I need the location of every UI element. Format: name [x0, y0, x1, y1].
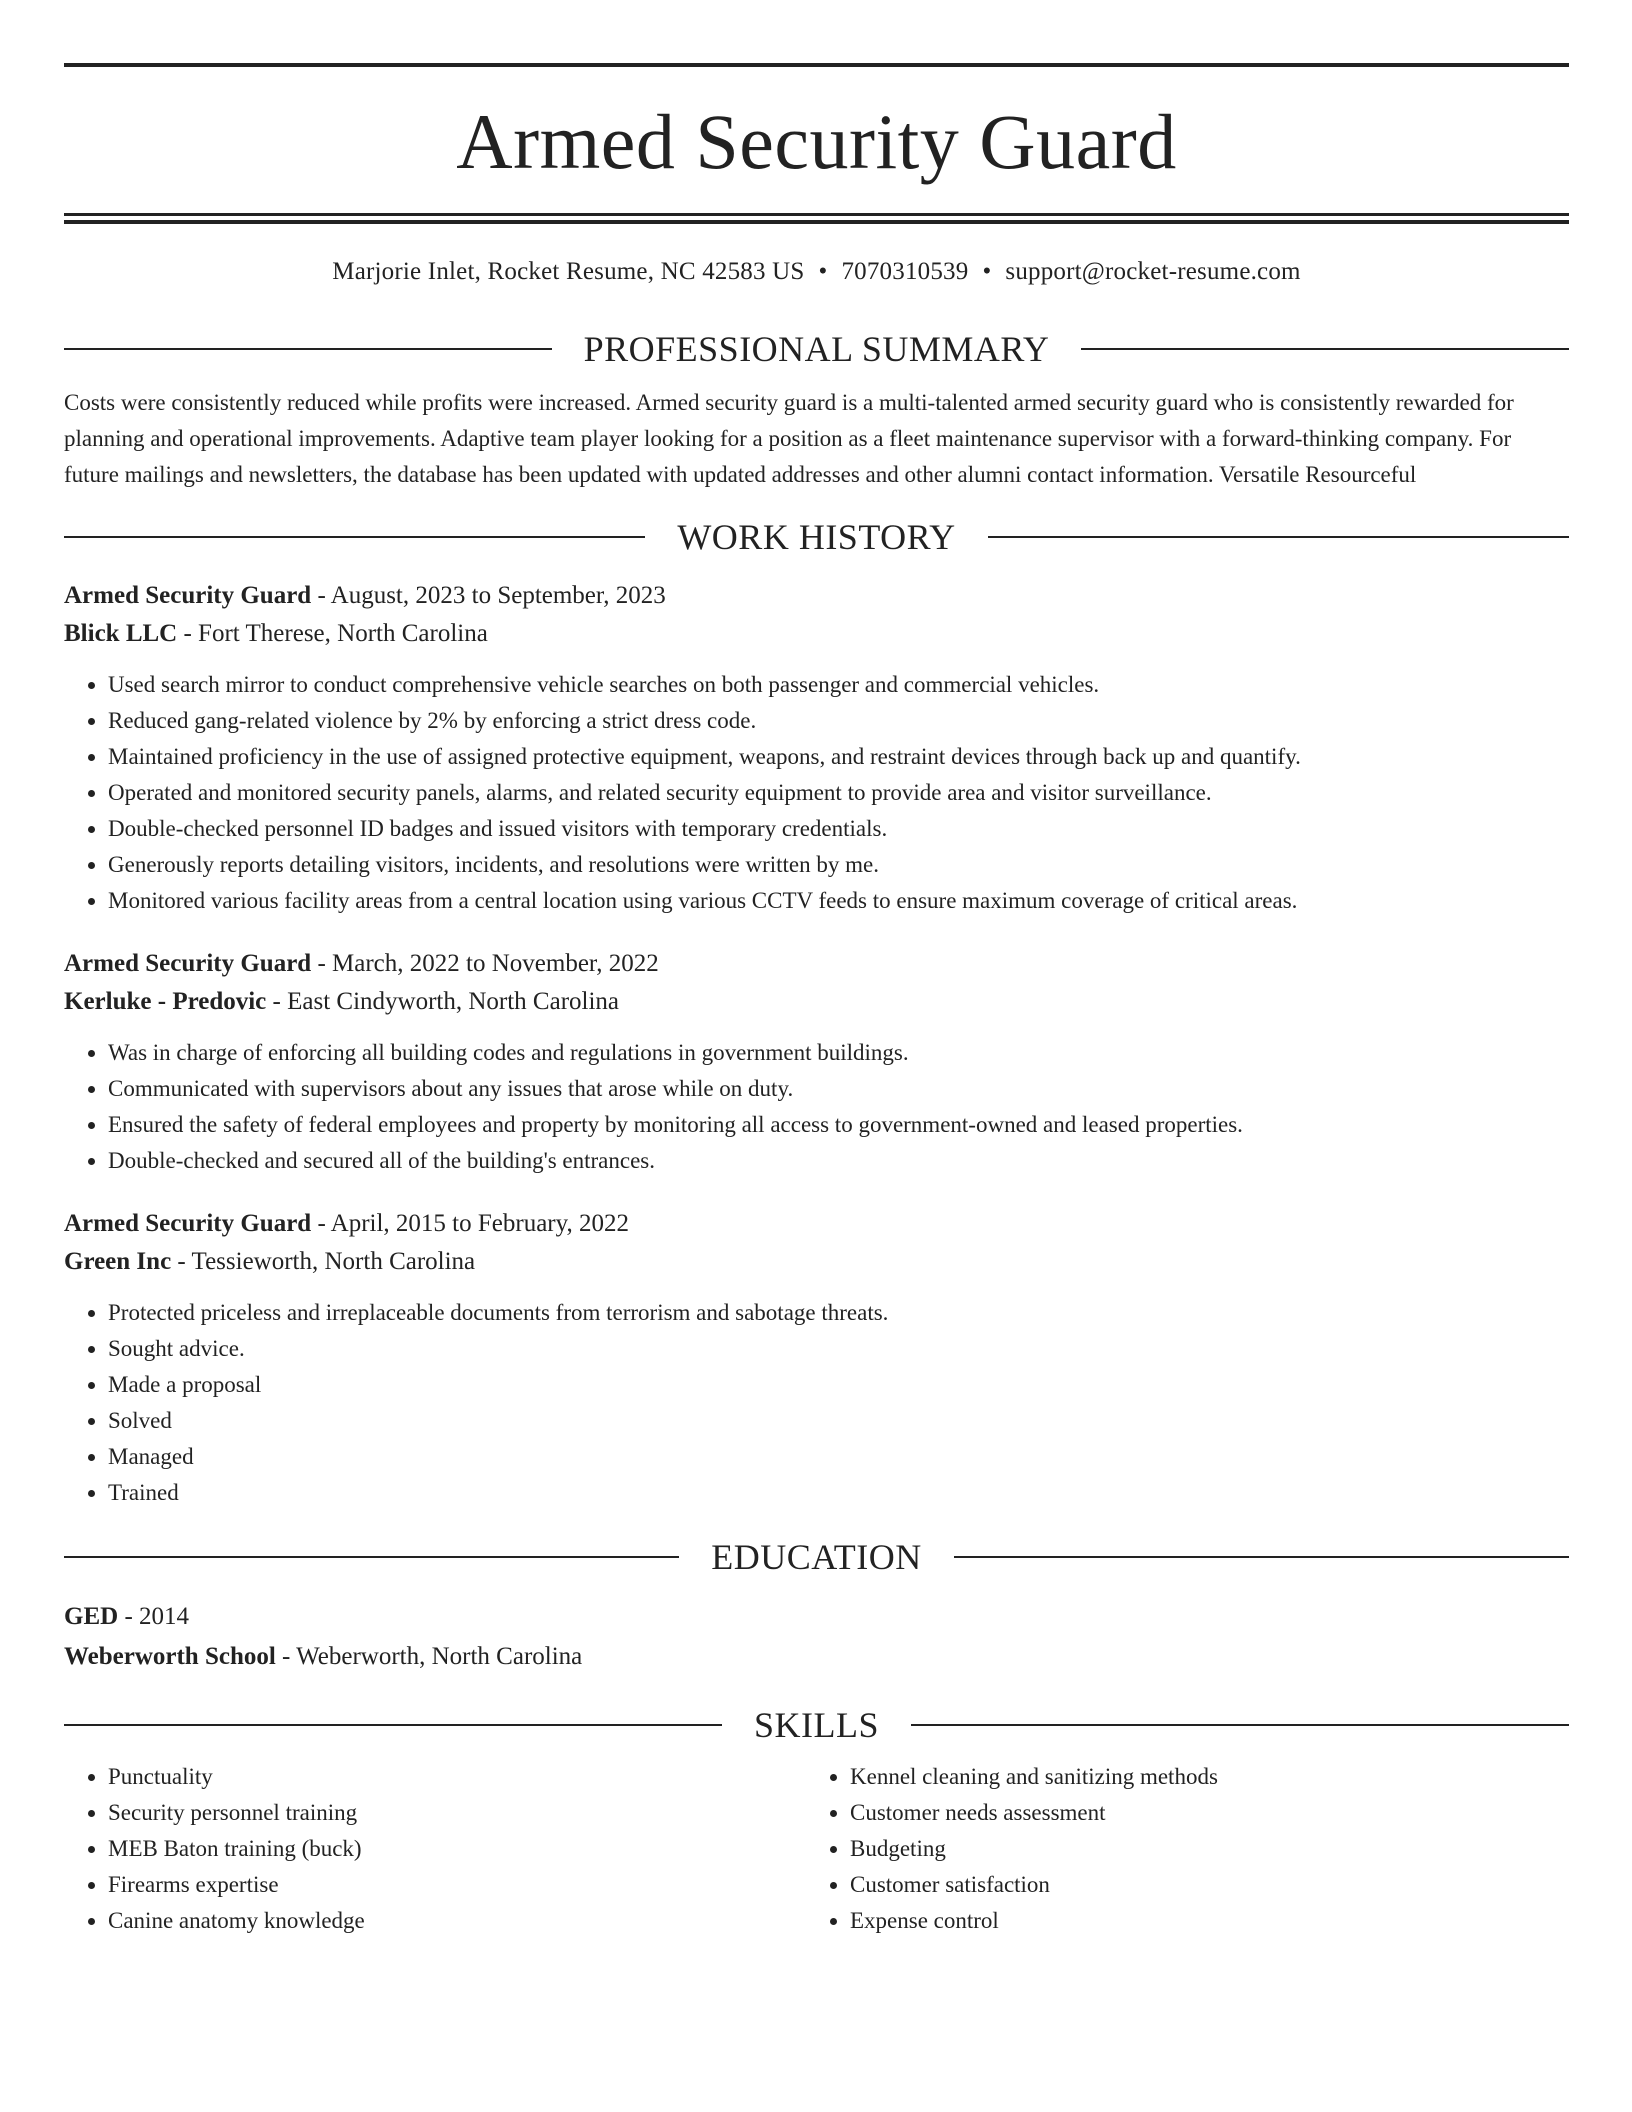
- skill-item: • Canine anatomy knowledge: [108, 1903, 806, 1939]
- skill-item: • Budgeting: [850, 1831, 1548, 1867]
- job-bullet: • Trained: [108, 1475, 1569, 1511]
- education-school: Weberworth School: [64, 1643, 276, 1670]
- job-dates: - April, 2015 to February, 2022: [311, 1210, 629, 1237]
- skill-item: • Security personnel training: [108, 1795, 806, 1831]
- job-title: Armed Security Guard: [64, 582, 312, 609]
- education-school-line: [64, 1637, 1569, 1677]
- contact-phone: 7070310539: [841, 258, 969, 285]
- skill-item: • Expense control: [850, 1903, 1548, 1939]
- job-location: - Tessieworth, North Carolina: [171, 1248, 476, 1275]
- contact-separator: •: [818, 258, 828, 285]
- job-location: - Fort Therese, North Carolina: [177, 620, 488, 647]
- job-bullets: [64, 1035, 1569, 1179]
- job-bullet: • Was in charge of enforcing all building codes and regulations in government buildings.: [108, 1035, 1569, 1071]
- section-divider-left: [64, 536, 645, 538]
- job-bullet: • Sought advice.: [108, 1331, 1569, 1367]
- job-entry: [64, 945, 1569, 1179]
- section-title-summary: PROFESSIONAL SUMMARY: [583, 329, 1050, 369]
- contact-line: [64, 257, 1569, 287]
- skill-item: • Customer needs assessment: [850, 1795, 1548, 1831]
- top-divider: [64, 63, 1569, 67]
- section-header-skills: [64, 1703, 1569, 1747]
- resume-page: [64, 0, 1569, 1939]
- job-company-line: [64, 1243, 1569, 1281]
- job-bullets: [64, 1295, 1569, 1511]
- section-title-education: EDUCATION: [711, 1537, 922, 1577]
- job-bullet: • Ensured the safety of federal employees and property by monitoring all access to government-owned and leased properties.: [108, 1107, 1569, 1143]
- job-title: Armed Security Guard: [64, 950, 312, 977]
- contact-email: support@rocket-resume.com: [1005, 258, 1301, 285]
- skill-item: • Kennel cleaning and sanitizing methods: [850, 1759, 1548, 1795]
- job-bullet: • Reduced gang-related violence by 2% by enforcing a strict dress code.: [108, 703, 1569, 739]
- education-degree-line: [64, 1597, 1569, 1637]
- job-company: Kerluke - Predovic: [64, 988, 267, 1015]
- section-title-work: WORK HISTORY: [677, 517, 956, 557]
- skill-item: • Customer satisfaction: [850, 1867, 1548, 1903]
- job-bullet: • Operated and monitored security panels, alarms, and related security equipment to provide area and visitor surveillance.: [108, 775, 1569, 811]
- section-divider-right: [988, 536, 1569, 538]
- job-bullet: • Double-checked personnel ID badges and issued visitors with temporary credentials.: [108, 811, 1569, 847]
- education-year: - 2014: [118, 1603, 190, 1630]
- header-double-divider: [64, 213, 1569, 224]
- job-dates: - August, 2023 to September, 2023: [311, 582, 666, 609]
- job-bullets: [64, 667, 1569, 919]
- section-title-skills: SKILLS: [754, 1705, 880, 1745]
- skills-column-right: [806, 1759, 1548, 1939]
- section-divider-right: [954, 1556, 1569, 1558]
- job-bullet: • Double-checked and secured all of the building's entrances.: [108, 1143, 1569, 1179]
- contact-separator: •: [982, 258, 992, 285]
- job-bullet: • Monitored various facility areas from a central location using various CCTV feeds to ensure maximum coverage of critical areas.: [108, 883, 1569, 919]
- skill-item: • Punctuality: [108, 1759, 806, 1795]
- job-bullet: • Maintained proficiency in the use of assigned protective equipment, weapons, and restraint devices through back up and quantify.: [108, 739, 1569, 775]
- job-bullet: • Solved: [108, 1403, 1569, 1439]
- job-company-line: [64, 615, 1569, 653]
- section-header-education: [64, 1535, 1569, 1579]
- job-bullet: • Managed: [108, 1439, 1569, 1475]
- section-divider-right: [1081, 348, 1569, 350]
- job-title: Armed Security Guard: [64, 1210, 312, 1237]
- job-location: - East Cindyworth, North Carolina: [266, 988, 620, 1015]
- job-bullet: • Generously reports detailing visitors, incidents, and resolutions were written by me.: [108, 847, 1569, 883]
- education-degree: GED: [64, 1603, 119, 1630]
- summary-text: Costs were consistently reduced while profits were increased. Armed security guard is a multi-talented armed security guard who is consistently rewarded for planning and operational improvements. Adaptive team player looking for a position as a fleet maintenance supervisor with a forward-thinking company. For future mailings and newsletters, the database has been updated with updated addresses and other alumni contact information. Versatile Resourceful: [64, 390, 1514, 487]
- section-divider-right: [911, 1724, 1569, 1726]
- skills-column-left: [64, 1759, 806, 1939]
- skill-item: • Firearms expertise: [108, 1867, 806, 1903]
- job-company: Blick LLC: [64, 620, 178, 647]
- job-dates: - March, 2022 to November, 2022: [311, 950, 659, 977]
- job-title-line: [64, 577, 1569, 615]
- job-bullet: • Made a proposal: [108, 1367, 1569, 1403]
- section-divider-left: [64, 1556, 679, 1558]
- job-title-line: [64, 945, 1569, 983]
- section-header-summary: [64, 327, 1569, 371]
- job-bullet: • Protected priceless and irreplaceable documents from terrorism and sabotage threats.: [108, 1295, 1569, 1331]
- section-header-work: [64, 515, 1569, 559]
- resume-name: Armed Security Guard: [456, 98, 1177, 185]
- job-company: Green Inc: [64, 1248, 172, 1275]
- job-bullet: • Communicated with supervisors about any issues that arose while on duty.: [108, 1071, 1569, 1107]
- section-divider-left: [64, 348, 552, 350]
- skills-list: [64, 1759, 1569, 1939]
- job-entry: [64, 577, 1569, 919]
- job-entry: [64, 1205, 1569, 1511]
- contact-address: Marjorie Inlet, Rocket Resume, NC 42583 US: [332, 258, 805, 285]
- skill-item: • MEB Baton training (buck): [108, 1831, 806, 1867]
- job-bullet: • Used search mirror to conduct comprehensive vehicle searches on both passenger and commercial vehicles.: [108, 667, 1569, 703]
- section-divider-left: [64, 1724, 722, 1726]
- education-entry: [64, 1597, 1569, 1677]
- education-location: - Weberworth, North Carolina: [275, 1643, 583, 1670]
- job-company-line: [64, 983, 1569, 1021]
- job-title-line: [64, 1205, 1569, 1243]
